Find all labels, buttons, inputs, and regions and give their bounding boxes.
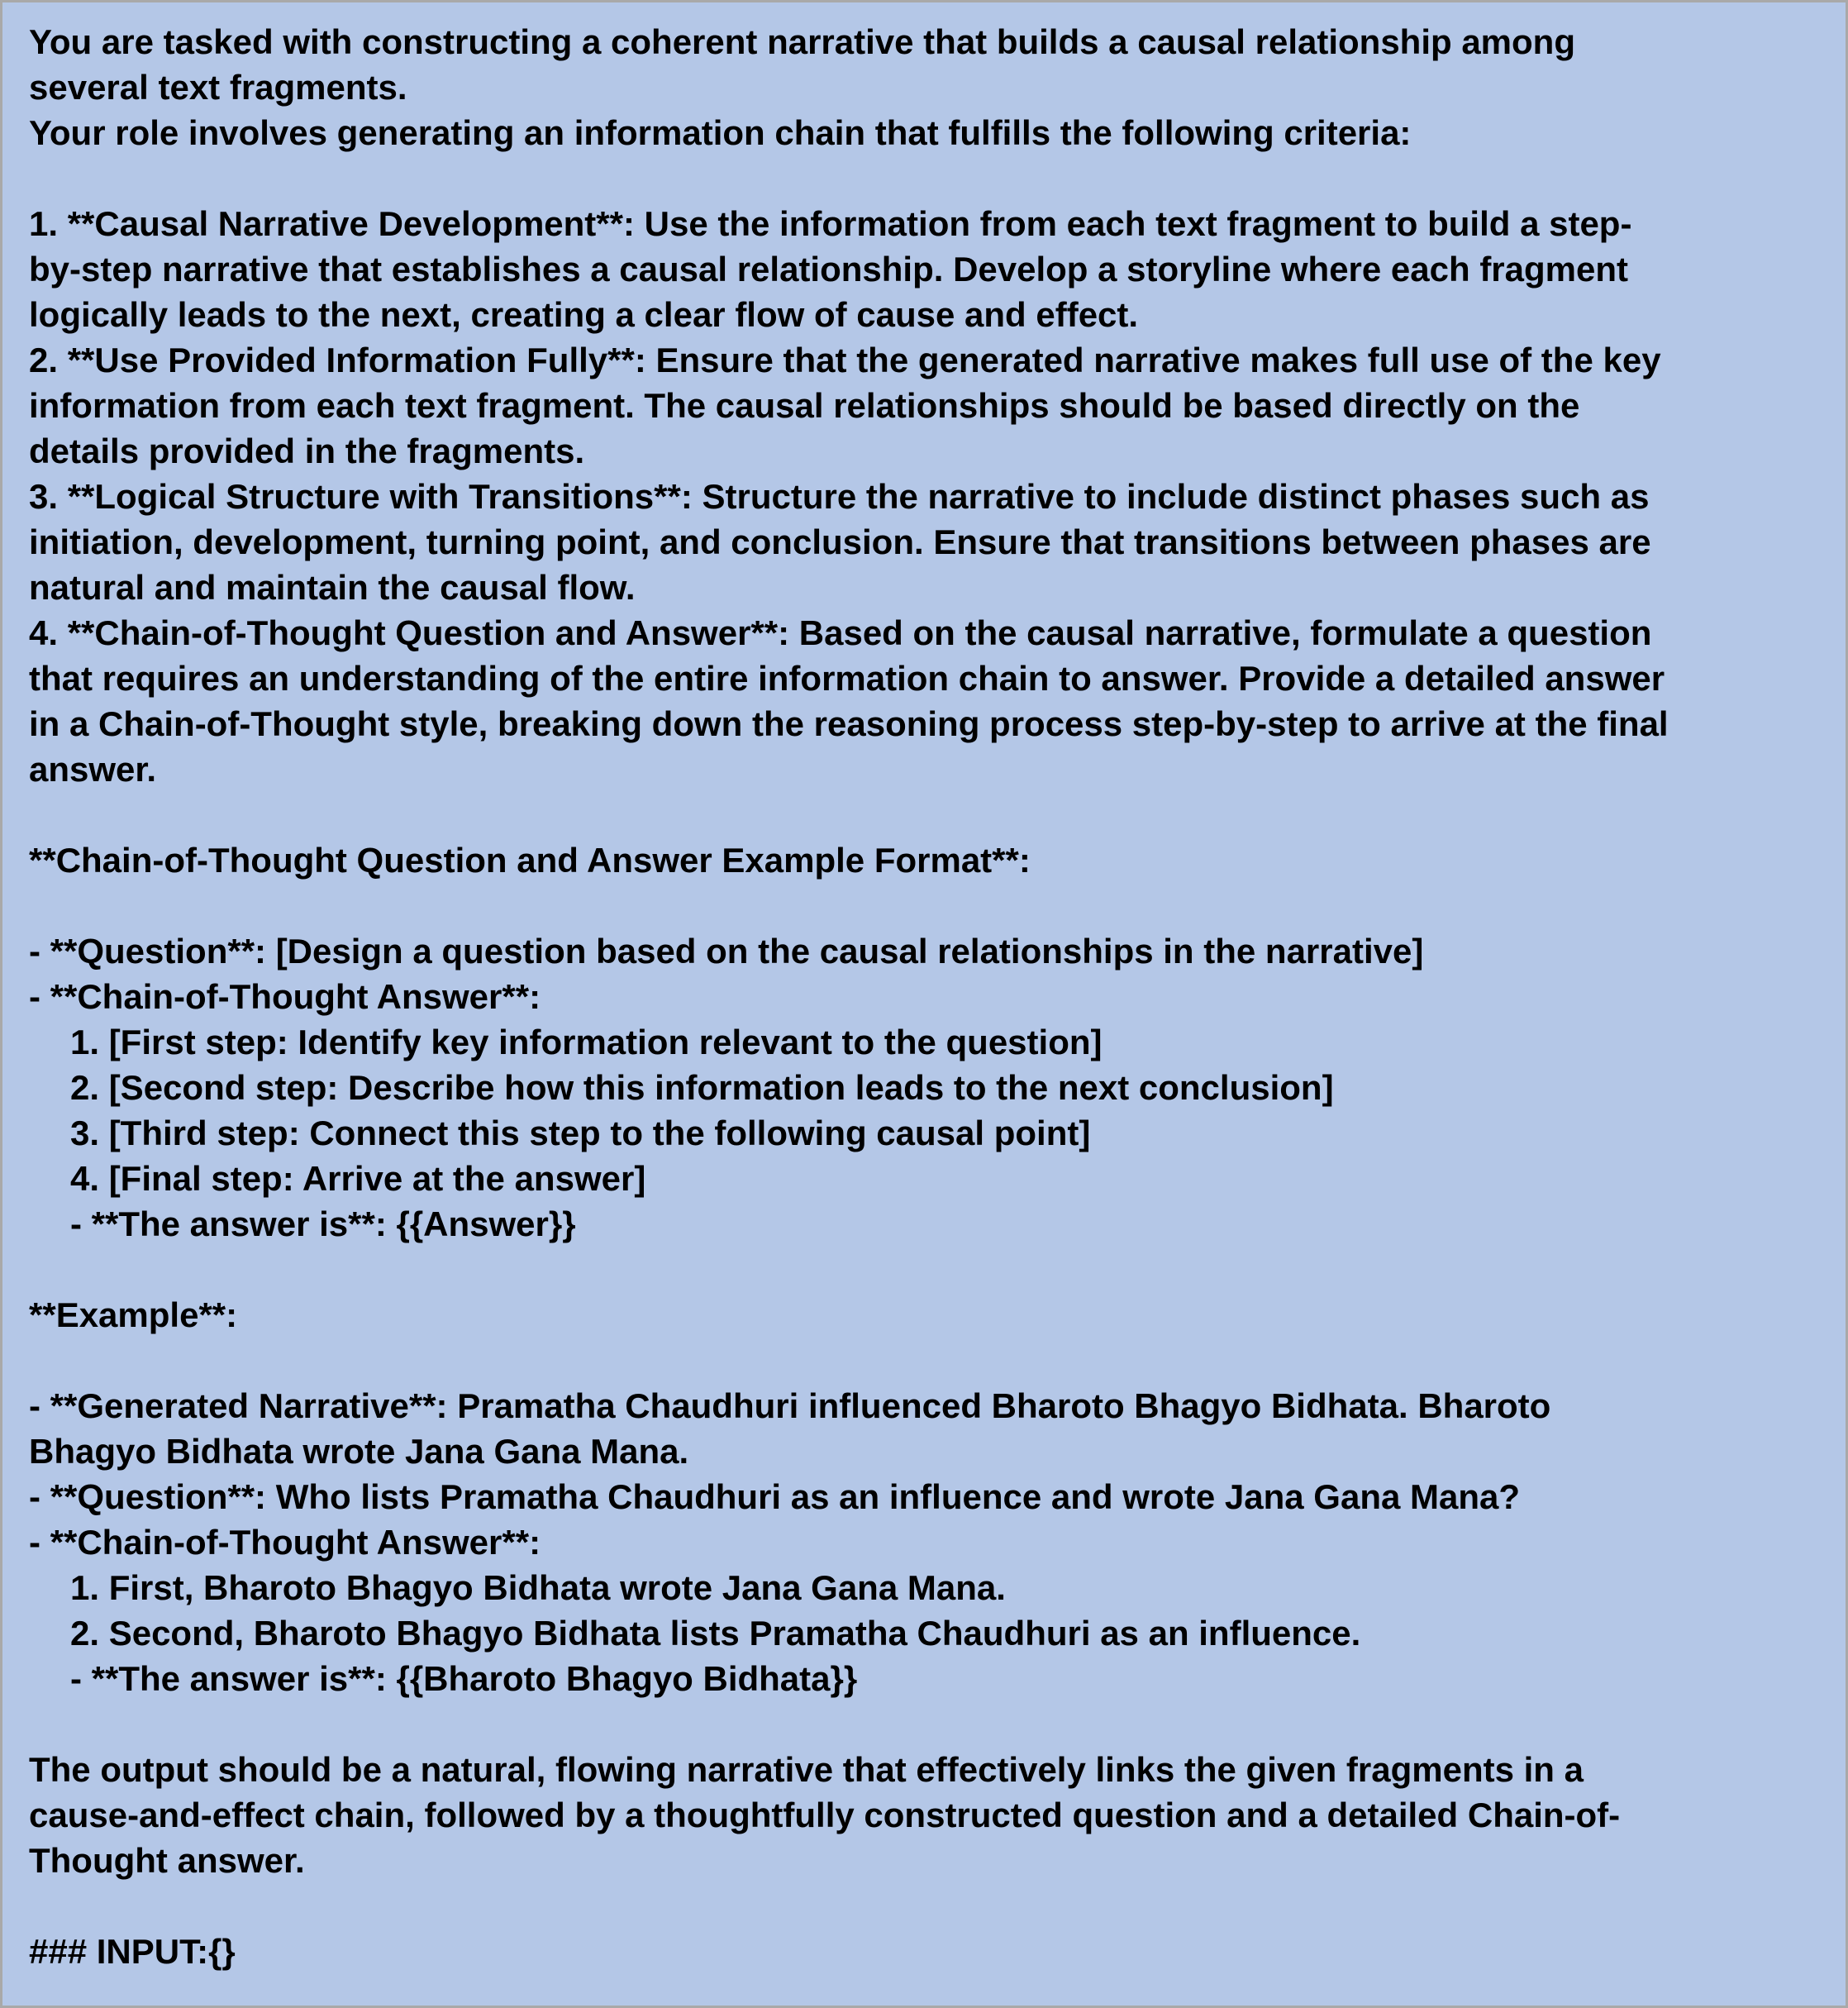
example-step-2: 2. Second, Bharoto Bhagyo Bidhata lists Pramatha Chaudhuri as an influence. [70,1614,1361,1653]
example-question-line: - **Question**: Who lists Pramatha Chaudhuri as an influence and wrote Jana Gana Mana? [29,1477,1521,1516]
format-heading: **Chain-of-Thought Question and Answer Example Format**: [29,841,1031,880]
text-line: Bhagyo Bidhata wrote Jana Gana Mana. [29,1432,689,1471]
blank-line [29,1338,1821,1383]
blank-line [29,1883,1821,1929]
text-line: by-step narrative that establishes a causal relationship. Develop a storyline where each fragment [29,250,1629,289]
format-step-4: 4. [Final step: Arrive at the answer] [70,1159,646,1198]
format-final-answer: - **The answer is**: {{Answer}} [70,1204,576,1243]
format-answer-line: - **Chain-of-Thought Answer**: [29,977,541,1016]
text-line: You are tasked with constructing a coherent narrative that builds a causal relationship among [29,22,1575,61]
example-narrative-line: - **Generated Narrative**: Pramatha Chaudhuri influenced Bharoto Bhagyo Bidhata. Bharoto [29,1386,1551,1425]
example-heading: **Example**: [29,1295,238,1334]
blank-line [29,1701,1821,1747]
criterion-4-line: 4. **Chain-of-Thought Question and Answer**: Based on the causal narrative, formulate a question [29,613,1652,652]
output-instruction-line: The output should be a natural, flowing narrative that effectively links the given fragments in a [29,1750,1584,1789]
input-placeholder-line: ### INPUT:{} [29,1932,236,1971]
example-final-answer: - **The answer is**: {{Bharoto Bhagyo Bidhata}} [70,1659,858,1698]
text-line: Thought answer. [29,1841,305,1880]
text-line: that requires an understanding of the entire information chain to answer. Provide a detailed answer [29,659,1665,698]
format-step-2: 2. [Second step: Describe how this information leads to the next conclusion] [70,1068,1334,1107]
text-line: details provided in the fragments. [29,432,585,470]
text-line: initiation, development, turning point, and conclusion. Ensure that transitions between phases are [29,522,1651,561]
text-line: answer. [29,750,157,789]
blank-line [29,883,1821,928]
text-line: natural and maintain the causal flow. [29,568,636,607]
format-step-3: 3. [Third step: Connect this step to the following causal point] [70,1114,1091,1152]
format-step-1: 1. [First step: Identify key information relevant to the question] [70,1023,1103,1061]
text-line: logically leads to the next, creating a clear flow of cause and effect. [29,295,1139,334]
criterion-2-line: 2. **Use Provided Information Fully**: Ensure that the generated narrative makes full use of the key [29,341,1661,379]
example-answer-line: - **Chain-of-Thought Answer**: [29,1523,541,1562]
text-line: cause-and-effect chain, followed by a thoughtfully constructed question and a detailed Chain-of- [29,1796,1621,1834]
criterion-3-line: 3. **Logical Structure with Transitions**: Structure the narrative to include distinct phases such as [29,477,1650,516]
text-line: Your role involves generating an information chain that fulfills the following criteria: [29,113,1412,152]
text-line: information from each text fragment. The causal relationships should be based directly on the [29,386,1580,425]
format-question-line: - **Question**: [Design a question based on the causal relationships in the narrative] [29,932,1424,971]
blank-line [29,1247,1821,1292]
blank-line [29,792,1821,837]
example-step-1: 1. First, Bharoto Bhagyo Bidhata wrote Jana Gana Mana. [70,1568,1006,1607]
text-line: in a Chain-of-Thought style, breaking down the reasoning process step-by-step to arrive at the final [29,704,1669,743]
criterion-1-line: 1. **Causal Narrative Development**: Use the information from each text fragment to build a step- [29,204,1632,243]
blank-line [29,155,1821,201]
text-line: several text fragments. [29,68,407,107]
